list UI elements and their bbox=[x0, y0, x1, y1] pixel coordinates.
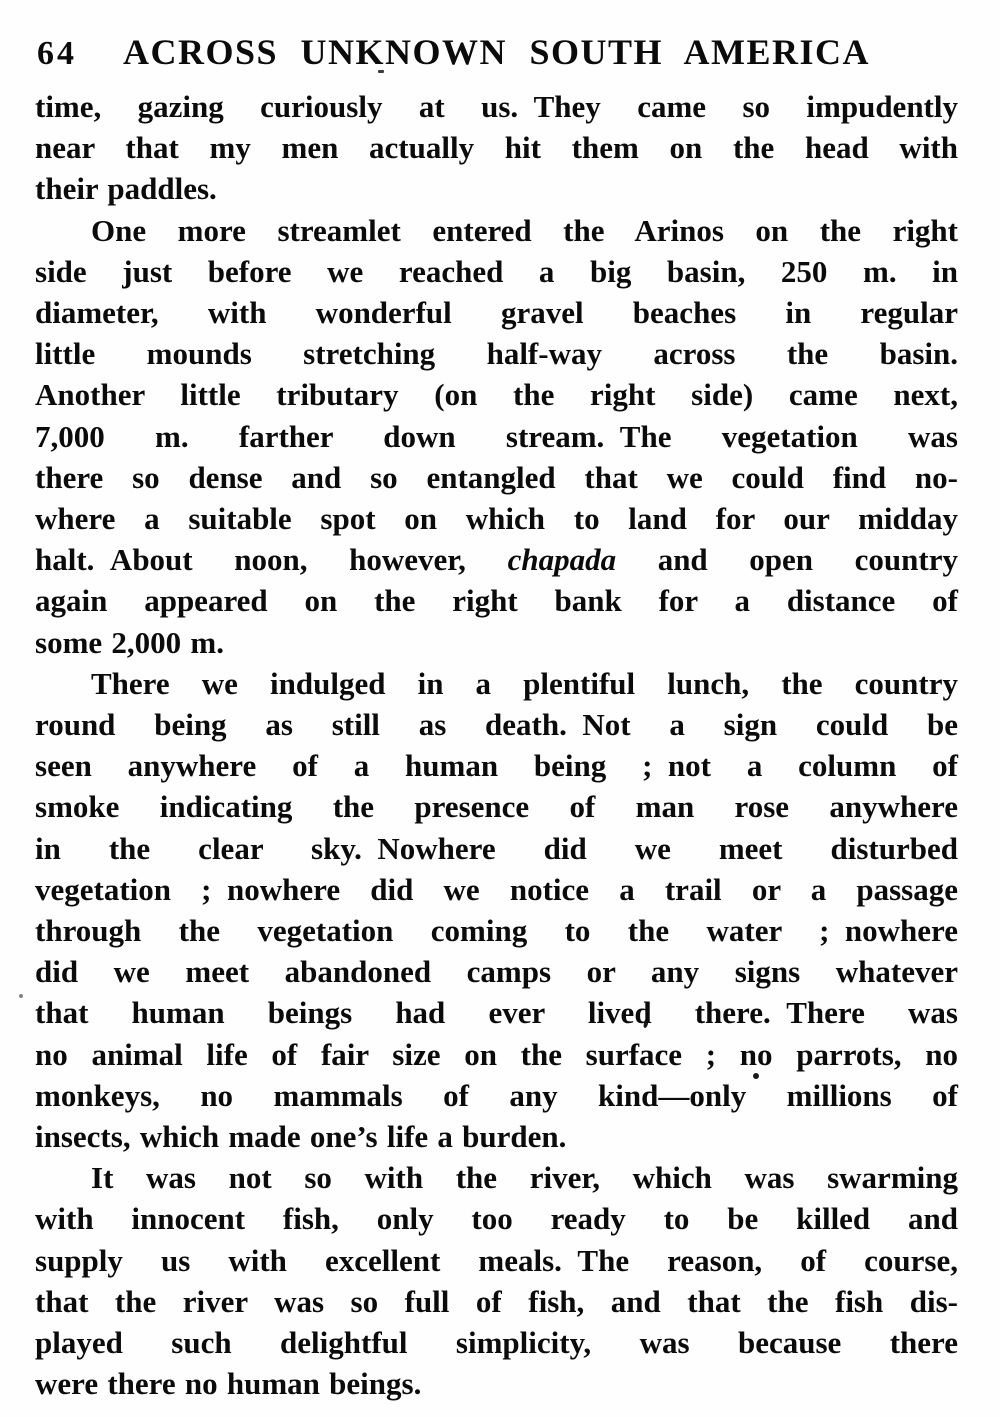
text-line: time, gazing curiously at us. They came so impudently bbox=[35, 89, 958, 124]
text-line: near that my men actually hit them on the head with bbox=[35, 130, 958, 166]
text-line: halt. About noon, however, chapada and open country bbox=[35, 542, 958, 578]
page-header bbox=[35, 33, 958, 73]
text-line: monkeys, no mammals of any kind—only millions of bbox=[35, 1077, 958, 1113]
text-line: some 2,000 m. bbox=[35, 624, 224, 660]
text-line: smoke indicating the presence of man rose anywhere bbox=[35, 789, 958, 825]
text-line: there so dense and so entangled that we could find no- bbox=[35, 459, 958, 495]
paragraph bbox=[35, 663, 958, 1157]
text-line: seen anywhere of a human being ; not a column of bbox=[35, 748, 958, 784]
text-line: again appeared on the right bank for a distance of bbox=[35, 583, 958, 619]
text-line: through the vegetation coming to the water ; nowhere bbox=[35, 913, 958, 949]
text-line: Another little tributary (on the right side) came next, bbox=[35, 377, 958, 413]
text-line: where a suitable spot on which to land for our midday bbox=[35, 501, 958, 537]
text-line: supply us with excellent meals. The reason, of course, bbox=[35, 1242, 958, 1278]
text-line: played such delightful simplicity, was because there bbox=[35, 1325, 958, 1361]
text-line: It was not so with the river, which was swarming bbox=[91, 1160, 958, 1196]
text-line: 7,000 m. farther down stream. The vegetation was bbox=[35, 418, 958, 454]
ink-speck bbox=[19, 994, 23, 998]
text-line: side just before we reached a big basin, 250 m. in bbox=[35, 253, 958, 289]
paragraph bbox=[35, 210, 958, 663]
text-line: their paddles. bbox=[35, 171, 217, 207]
text-line: that human beings had ever lived there. There was bbox=[35, 995, 958, 1031]
text-line: in the clear sky. Nowhere did we meet disturbed bbox=[35, 830, 958, 866]
text-line: did we meet abandoned camps or any signs whatever bbox=[35, 954, 958, 990]
text-line: insects, which made one’s life a burden. bbox=[35, 1119, 567, 1155]
text-line: vegetation ; nowhere did we notice a trail or a passage bbox=[35, 871, 958, 907]
italic-text: chapada bbox=[507, 542, 617, 578]
text-line: with innocent fish, only too ready to be killed and bbox=[35, 1201, 958, 1237]
text-line: There we indulged in a plentiful lunch, the country bbox=[91, 665, 958, 701]
paragraph bbox=[35, 1157, 958, 1404]
text-line: round being as still as death. Not a sign could be bbox=[35, 707, 958, 743]
text-line: no animal life of fair size on the surface ; no parrots, no bbox=[35, 1036, 958, 1072]
paragraph bbox=[35, 86, 958, 210]
text-line: One more streamlet entered the Arinos on the right bbox=[91, 212, 958, 248]
text-line: diameter, with wonderful gravel beaches in regular bbox=[35, 295, 958, 331]
text-block bbox=[35, 86, 958, 1405]
text-line: were there no human beings. bbox=[35, 1366, 422, 1402]
text-line: little mounds stretching half-way across the basin. bbox=[35, 336, 958, 372]
page-number: 64 bbox=[37, 35, 77, 72]
text-line: that the river was so full of fish, and that the fish dis- bbox=[35, 1283, 958, 1319]
running-head: ACROSS UNKNOWN SOUTH AMERICA bbox=[122, 32, 871, 72]
